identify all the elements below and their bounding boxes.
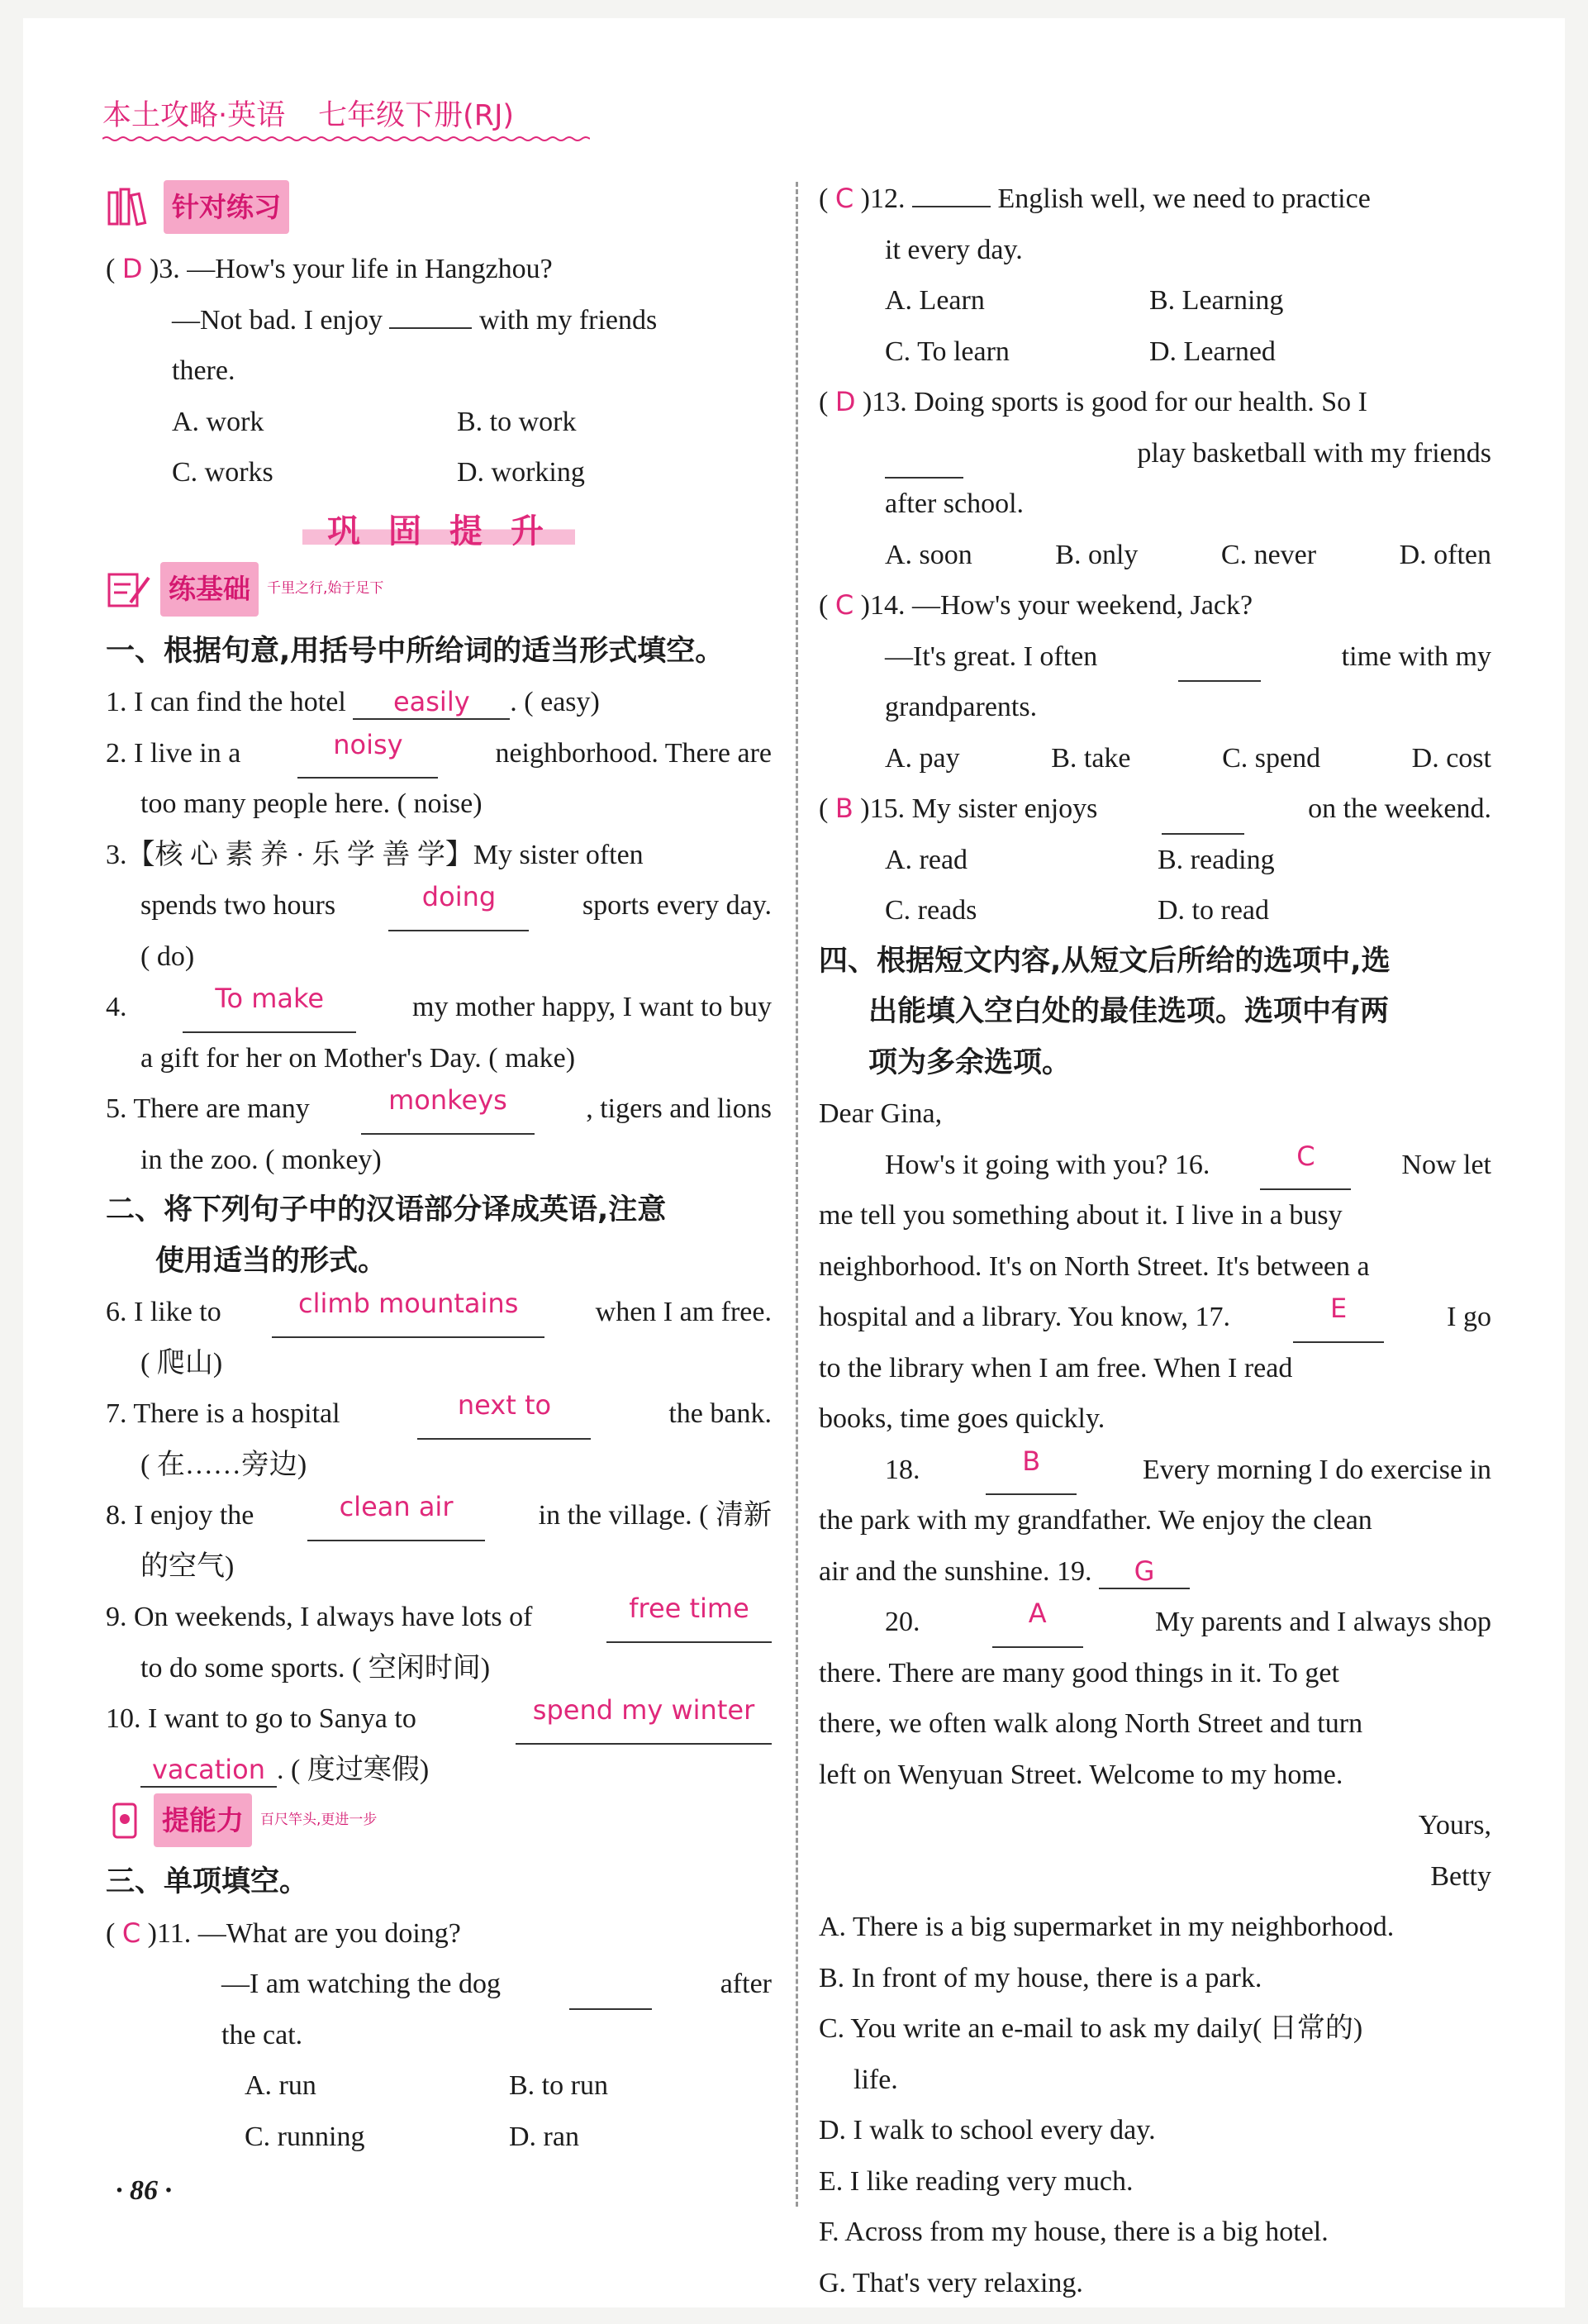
q6-answer: climb mountains: [272, 1287, 544, 1338]
q8-answer: clean air: [307, 1490, 485, 1541]
q14: ( C )14. —How's your weekend, Jack?: [819, 589, 1253, 621]
letter-text-4b: I go: [1447, 1302, 1491, 1332]
q15-text: on the weekend.: [1308, 793, 1491, 824]
q7-text-b: the bank.: [668, 1398, 772, 1429]
q12-option-c: C. To learn: [885, 336, 1010, 367]
q12-option-d: D. Learned: [1149, 336, 1276, 367]
letter-line-5: to the library when I am free. When I read: [819, 1352, 1293, 1383]
q13-line2: [819, 428, 1491, 479]
q3-line3: there.: [172, 355, 235, 386]
q4-text-b: my mother happy, I want to buy: [412, 992, 772, 1022]
choice-b: B. In front of my house, there is a park.: [819, 1962, 1262, 1993]
ability-badge-label: 提能力: [154, 1793, 252, 1848]
q3-options-ab: [106, 397, 772, 448]
q12: ( C )12. English well, we need to practice: [819, 183, 1371, 214]
choice-g: G. That's very relaxing.: [819, 2267, 1083, 2298]
q7-text-a: 7. There is a hospital: [106, 1398, 340, 1429]
letter-line-7: [819, 1445, 1491, 1496]
q13-text: play basketball with my friends: [1137, 437, 1491, 469]
q15-stem: )15. My sister enjoys: [860, 793, 1098, 824]
letter-line-4: [819, 1292, 1491, 1343]
q5-text-b: , tigers and lions: [586, 1093, 772, 1124]
q8-text-a: 8. I enjoy the: [106, 1500, 254, 1531]
letter-line-8: the park with my grandfather. We enjoy the clean: [819, 1505, 1372, 1536]
q14-option-d: D. cost: [1411, 742, 1491, 774]
q11-options-cd: [106, 2112, 772, 2163]
basic-badge-label: 练基础: [160, 562, 259, 617]
q5-answer: monkeys: [361, 1083, 535, 1135]
letter-signature: Betty: [1430, 1860, 1491, 1892]
letter-text-2: me tell you something about it. I live in a busy: [819, 1200, 1343, 1231]
q7-line2: ( 在……旁边): [140, 1449, 307, 1480]
q12-text: English well, we need to practice: [997, 183, 1371, 214]
q11-line3: the cat.: [221, 2019, 303, 2050]
section-4-title-c: 项为多余选项。: [868, 1045, 1072, 1079]
answer-18: B: [986, 1445, 1077, 1496]
q10: [106, 1693, 772, 1745]
letter-text-9a: air and the sunshine. 19.: [819, 1555, 1092, 1587]
q3b-line3: ( do): [140, 941, 195, 972]
section-1-title: 一、根据句意,用括号中所给词的适当形式填空。: [106, 634, 725, 668]
q14-option-a: A. pay: [885, 742, 960, 774]
letter-text-1b: Now let: [1401, 1149, 1491, 1180]
q3-answer: D: [121, 253, 143, 284]
q15-option-b: B. reading: [1158, 844, 1275, 875]
q8: [106, 1490, 772, 1541]
letter-line-12: there, we often walk along North Street and turn: [819, 1708, 1363, 1739]
q14-line3: grandparents.: [885, 692, 1038, 722]
letter-line-6: books, time goes quickly.: [819, 1403, 1105, 1434]
q15-blank: [1162, 783, 1244, 835]
q13-options: [819, 530, 1491, 581]
q15: ( B )15. My sister enjoys on the weekend.: [819, 783, 1491, 835]
q3-blank: [389, 327, 472, 329]
q12-options-ab: [819, 275, 1491, 326]
section-2-title-a: 二、将下列句子中的汉语部分译成英语,注意: [106, 1193, 667, 1226]
letter-text-4a: hospital and a library. You know, 17.: [819, 1302, 1230, 1332]
q15-answer: B: [834, 793, 853, 824]
q3-stem: )3. —How's your life in Hangzhou?: [149, 254, 553, 284]
q9-text-a: 9. On weekends, I always have lots of: [106, 1602, 533, 1632]
q3-line2: [106, 295, 772, 346]
q1-text-b: . ( easy): [510, 687, 600, 717]
q3-options-cd: [106, 447, 772, 498]
q13-option-d: D. often: [1399, 539, 1491, 570]
q7-answer: next to: [417, 1388, 591, 1440]
q3-option-d: D. working: [457, 457, 585, 488]
q3b-text-c: sports every day.: [582, 890, 772, 921]
q13-line3: after school.: [885, 488, 1025, 519]
section-4-title-b: 出能填入空白处的最佳选项。选项中有两: [868, 995, 1390, 1028]
choice-a: A. There is a big supermarket in my neighborhood.: [819, 1912, 1395, 1942]
q5: [106, 1083, 772, 1135]
q14-blank: [1178, 631, 1261, 683]
letter-line-1: [819, 1140, 1491, 1191]
q13: ( D )13. Doing sports is good for our health. So I: [819, 386, 1367, 417]
q14-option-c: C. spend: [1222, 742, 1321, 774]
q10-text-a: 10. I want to go to Sanya to: [106, 1703, 416, 1734]
q11-line2: [106, 1959, 772, 2010]
section-4-title-a: 四、根据短文内容,从短文后所给的选项中,选: [819, 944, 1391, 978]
q15-option-c: C. reads: [885, 895, 977, 926]
choice-e: E. I like reading very much.: [819, 2165, 1134, 2197]
column-divider: [796, 182, 798, 2207]
q1-answer: easily: [353, 685, 510, 720]
pencil-note-icon: [106, 569, 152, 609]
q12-line2: it every day.: [885, 234, 1023, 265]
q12-answer: C: [834, 183, 854, 214]
q8-line2: 的空气): [140, 1550, 235, 1582]
q14-answer: C: [834, 589, 854, 621]
basic-badge-subtitle: 千里之行,始于足下: [267, 580, 384, 598]
q9-line2: to do some sports. ( 空闲时间): [140, 1652, 491, 1683]
q6-line2: ( 爬山): [140, 1347, 223, 1379]
q2-answer: noisy: [297, 728, 438, 779]
q12-option-a: A. Learn: [885, 285, 985, 316]
q14-option-b: B. take: [1051, 742, 1131, 774]
practice-badge-label: 针对练习: [164, 180, 289, 235]
choice-c: C. You write an e-mail to ask my daily( 日常的): [819, 2013, 1363, 2044]
letter-text-10a: 20.: [885, 1607, 920, 1637]
q11-text-b: after: [720, 1969, 772, 1999]
q11-answer: C: [121, 1917, 141, 1949]
q13-option-c: C. never: [1220, 539, 1317, 570]
q12-options-cd: [819, 326, 1491, 378]
letter-line-11: there. There are many good things in it. To get: [819, 1657, 1339, 1688]
q4-answer: To make: [183, 982, 356, 1033]
q15-option-a: A. read: [885, 844, 968, 875]
answer-16: C: [1260, 1140, 1351, 1191]
q4-text-a: 4.: [106, 992, 127, 1022]
q2-text-b: neighborhood. There are: [495, 737, 772, 769]
q9-answer: free time: [606, 1592, 772, 1643]
q13-stem: )13. Doing sports is good for our health. So I: [862, 387, 1367, 417]
answer-17: E: [1293, 1292, 1384, 1343]
q3-option-c: C. works: [172, 457, 273, 488]
right-column: [819, 174, 1491, 2308]
letter-text-7b: Every morning I do exercise in: [1142, 1454, 1491, 1485]
q3-option-a: A. work: [172, 406, 264, 437]
q3-text-a: —Not bad. I enjoy: [172, 304, 383, 336]
q6-text-b: when I am free.: [595, 1297, 772, 1327]
answer-20: A: [992, 1597, 1083, 1648]
letter-text-1a: How's it going with you? 16.: [885, 1149, 1210, 1180]
q11: ( C )11. —What are you doing?: [106, 1917, 461, 1949]
books-icon: [106, 188, 155, 227]
letter-line-13: left on Wenyuan Street. Welcome to my home.: [819, 1759, 1343, 1790]
q3b-answer: doing: [388, 880, 529, 931]
q11-option-c: C. running: [245, 2121, 365, 2152]
q11-option-d: D. ran: [509, 2121, 579, 2152]
banner-text: 巩固提升: [302, 512, 575, 550]
consolidate-banner: [106, 498, 772, 564]
section-2-title-b: 使用适当的形式。: [155, 1244, 387, 1278]
q15-option-d: D. to read: [1158, 895, 1270, 926]
page-header: [102, 93, 514, 134]
q3: ( D )3. —How's your life in Hangzhou?: [106, 253, 553, 284]
section-3-title: 三、单项填空。: [106, 1865, 309, 1898]
q10-answer-a: spend my winter: [516, 1693, 772, 1745]
letter-text-10b: My parents and I always shop: [1155, 1607, 1491, 1637]
q13-option-a: A. soon: [885, 539, 972, 570]
ability-badge: [106, 1795, 377, 1845]
q5-text-a: 5. There are many: [106, 1093, 310, 1124]
q1-text-a: 1. I can find the hotel: [106, 687, 346, 717]
q11-text-a: —I am watching the dog: [221, 1969, 502, 1999]
book-title: 本土攻略·英语: [102, 99, 286, 132]
q4: [106, 982, 772, 1033]
q10-line2: [106, 1745, 772, 1796]
q9: [106, 1592, 772, 1643]
q8-text-b: in the village. ( 清新: [538, 1500, 772, 1531]
q6-text-a: 6. I like to: [106, 1297, 221, 1327]
grade-title: 七年级下册(RJ): [318, 99, 515, 132]
q12-option-b: B. Learning: [1149, 285, 1284, 316]
letter-closing: Yours,: [1418, 1810, 1491, 1841]
letter-line-3: neighborhood. It's on North Street. It's between a: [819, 1250, 1370, 1282]
phone-icon: [106, 1801, 145, 1841]
q11-stem: )11. —What are you doing?: [147, 1917, 461, 1949]
q2-line2: too many people here. ( noise): [140, 788, 483, 819]
choice-f: F. Across from my house, there is a big hotel.: [819, 2217, 1329, 2247]
q7: [106, 1388, 772, 1440]
choice-d: D. I walk to school every day.: [819, 2115, 1156, 2145]
q3-text-b: with my friends: [478, 304, 658, 336]
q5-line2: in the zoo. ( monkey): [140, 1144, 382, 1175]
q10-answer-b: vacation: [140, 1753, 277, 1788]
q13-answer: D: [834, 386, 856, 417]
letter-text-7a: 18.: [885, 1454, 920, 1485]
answer-19: G: [1099, 1555, 1190, 1589]
left-column: [106, 182, 772, 2162]
q15-options-cd: [819, 885, 1491, 936]
ability-badge-subtitle: 百尺竿头,更进一步: [260, 1811, 378, 1828]
choice-c-cont: life.: [853, 2064, 898, 2095]
practice-badge: [106, 182, 289, 232]
q14-text-b: time with my: [1341, 641, 1491, 672]
page-number: · 86 ·: [116, 2175, 172, 2206]
q3b-text-b: spends two hours: [140, 890, 336, 921]
q11-option-a: A. run: [245, 2070, 316, 2101]
q12-blank: [912, 206, 991, 207]
letter-line-10: [819, 1597, 1491, 1648]
q14-line2: [819, 631, 1491, 683]
q15-options-ab: [819, 835, 1491, 886]
q4-line2: a gift for her on Mother's Day. ( make): [140, 1042, 576, 1074]
letter-greeting: Dear Gina,: [819, 1098, 943, 1129]
header-wavy-line: [102, 136, 590, 142]
letter-line-9: [819, 1546, 1491, 1598]
q11-blank: [569, 1959, 652, 2010]
workbook-page: [23, 18, 1565, 2307]
q12-number: )12.: [860, 183, 906, 214]
basic-badge: [106, 564, 383, 615]
q3b-line2: [106, 880, 772, 931]
q13-option-b: B. only: [1055, 539, 1139, 570]
q2-text-a: 2. I live in a: [106, 737, 241, 769]
letter-line-2: [819, 1190, 1491, 1241]
q11-options-ab: [106, 2060, 772, 2112]
q11-option-b: B. to run: [509, 2070, 608, 2101]
q6: [106, 1287, 772, 1338]
q13-blank: [885, 428, 963, 479]
q2: [106, 728, 772, 779]
q14-text-a: —It's great. I often: [885, 641, 1098, 672]
q1: [106, 677, 772, 728]
q3-option-b: B. to work: [457, 406, 577, 437]
q14-stem: )14. —How's your weekend, Jack?: [860, 590, 1253, 621]
q3b: 3.【核 心 素 养 · 乐 学 善 学】My sister often: [106, 839, 644, 870]
q14-options: [819, 733, 1491, 784]
q10-text-b: . ( 度过寒假): [277, 1754, 430, 1785]
